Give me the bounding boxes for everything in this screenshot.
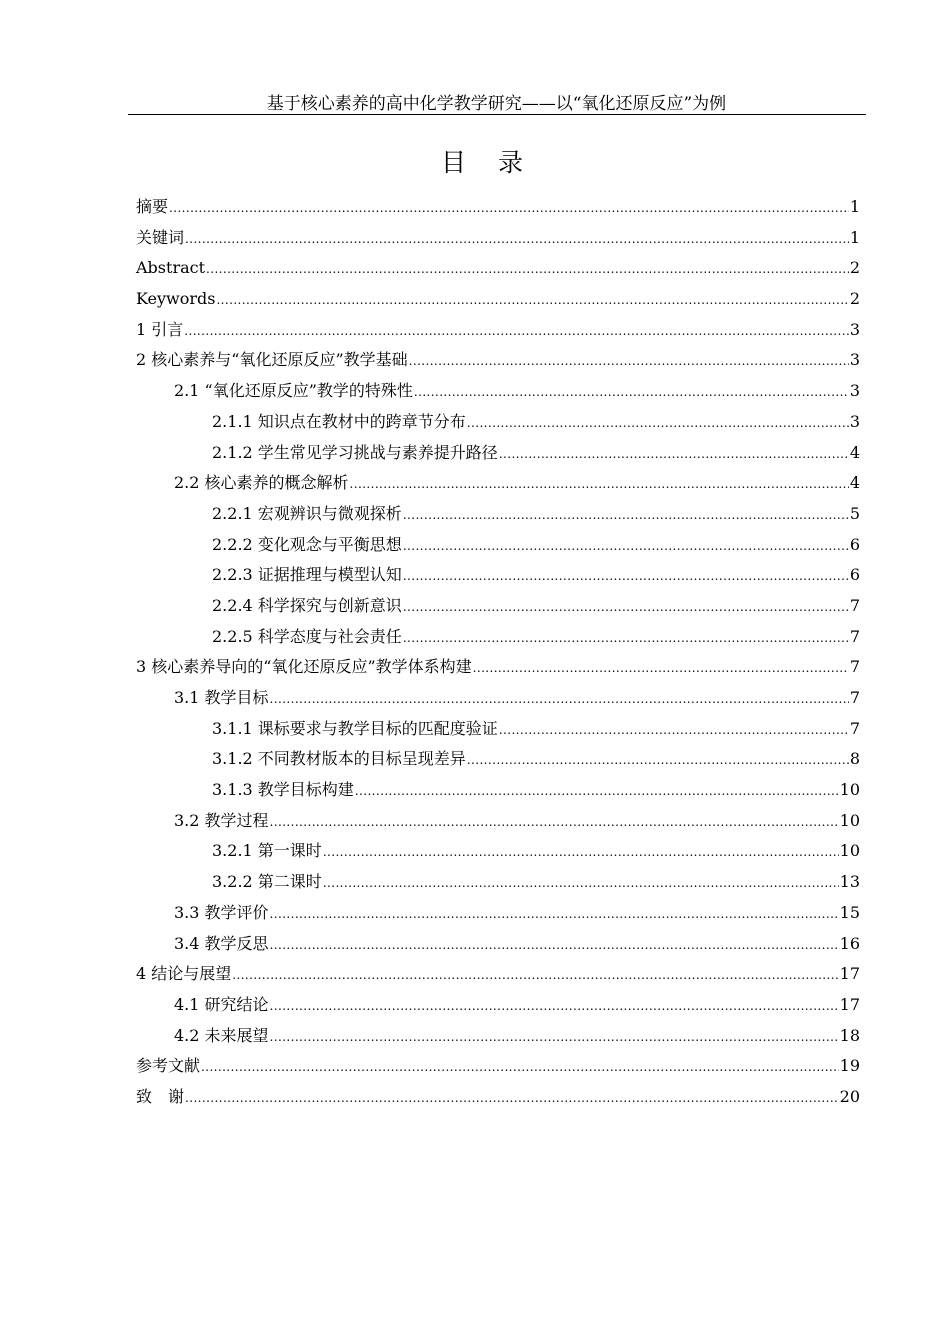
dot-leader <box>270 899 839 930</box>
toc-entry-title: 3 核心素养导向的“氧化还原反应”教学体系构建 <box>136 657 472 677</box>
toc-entry[interactable] <box>136 867 860 898</box>
toc-entry-page: 5 <box>849 503 860 523</box>
toc-entry[interactable] <box>136 407 860 438</box>
dot-leader <box>355 776 839 807</box>
toc-entry-page: 3 <box>849 319 860 339</box>
toc-title: 目录 <box>440 148 555 177</box>
dot-leader <box>350 469 849 500</box>
toc-entry[interactable] <box>136 345 860 376</box>
toc-entry[interactable] <box>136 530 860 561</box>
toc-entry-page: 17 <box>839 994 860 1014</box>
dot-leader <box>185 224 849 255</box>
toc-entry-title: 1 引言 <box>136 319 184 339</box>
toc-entry[interactable] <box>136 714 860 745</box>
toc-entry-title: 3.2 教学过程 <box>174 810 269 830</box>
dot-leader <box>409 346 849 377</box>
toc-entry-title: 3.4 教学反思 <box>174 933 269 953</box>
toc-entry-title: 参考文献 <box>136 1056 201 1076</box>
table-of-contents <box>136 192 860 1113</box>
toc-entry-title: 2.2.5 科学态度与社会责任 <box>212 626 402 646</box>
toc-entry-page: 18 <box>839 1025 860 1045</box>
toc-entry-title: 3.1.1 课标要求与教学目标的匹配度验证 <box>212 718 498 738</box>
toc-entry-title: 2.1 “氧化还原反应”教学的特殊性 <box>174 381 413 401</box>
toc-entry-title: 2.2.3 证据推理与模型认知 <box>212 565 402 585</box>
dot-leader <box>473 653 849 684</box>
toc-entry[interactable] <box>136 1021 860 1052</box>
toc-entry-page: 16 <box>839 933 860 953</box>
toc-entry[interactable] <box>136 376 860 407</box>
toc-entry-page: 4 <box>849 442 860 462</box>
dot-leader <box>169 193 849 224</box>
toc-entry-page: 20 <box>839 1086 860 1106</box>
toc-entry-title: 3.3 教学评价 <box>174 902 269 922</box>
toc-entry-title: 关键词 <box>136 227 185 247</box>
toc-entry[interactable] <box>136 959 860 990</box>
dot-leader <box>270 1022 839 1053</box>
toc-entry[interactable] <box>136 898 860 929</box>
toc-entry-title: 2.2.4 科学探究与创新意识 <box>212 595 402 615</box>
toc-entry[interactable] <box>136 468 860 499</box>
toc-entry-page: 1 <box>849 197 860 216</box>
toc-entry-page: 7 <box>849 688 860 707</box>
toc-entry[interactable] <box>136 253 860 284</box>
dot-leader <box>184 316 849 347</box>
dot-leader <box>467 745 849 776</box>
dot-leader <box>467 408 849 439</box>
dot-leader <box>403 531 849 562</box>
toc-entry-title: 3.1.3 教学目标构建 <box>212 780 354 800</box>
dot-leader <box>403 561 849 592</box>
dot-leader <box>403 500 849 531</box>
toc-entry-title: 致 谢 <box>136 1086 185 1106</box>
toc-entry-page: 7 <box>849 718 860 738</box>
toc-entry-title: 2.1.1 知识点在教材中的跨章节分布 <box>212 411 466 431</box>
dot-leader <box>185 1083 839 1114</box>
toc-entry-page: 2 <box>849 289 860 309</box>
dot-leader <box>206 254 849 285</box>
toc-entry-title: 3.1 教学目标 <box>174 688 269 707</box>
toc-entry[interactable] <box>136 683 860 714</box>
toc-entry[interactable] <box>136 836 860 867</box>
toc-entry-page: 10 <box>839 841 860 861</box>
dot-leader <box>323 868 839 899</box>
toc-entry-title: 2 核心素养与“氧化还原反应”教学基础 <box>136 350 408 370</box>
toc-entry-title: 4 结论与展望 <box>136 964 232 984</box>
toc-entry[interactable] <box>136 591 860 622</box>
toc-entry[interactable] <box>136 223 860 254</box>
toc-entry[interactable] <box>136 744 860 775</box>
toc-entry[interactable] <box>136 499 860 530</box>
toc-entry-title: 3.2.2 第二课时 <box>212 872 322 892</box>
toc-entry-title: 2.2 核心素养的概念解析 <box>174 473 349 493</box>
toc-entry[interactable] <box>136 929 860 960</box>
dot-leader <box>499 715 849 746</box>
toc-entry-page: 15 <box>839 902 860 922</box>
dot-leader <box>323 837 839 868</box>
toc-entry-page: 7 <box>849 657 860 677</box>
toc-entry-page: 17 <box>839 964 860 984</box>
toc-entry-page: 7 <box>849 626 860 646</box>
dot-leader <box>414 377 849 408</box>
dot-leader <box>270 991 839 1022</box>
toc-entry-page: 7 <box>849 595 860 615</box>
toc-entry-page: 6 <box>849 534 860 554</box>
dot-leader <box>403 623 849 654</box>
dot-leader <box>270 684 849 715</box>
toc-entry[interactable] <box>136 438 860 469</box>
toc-entry-page: 19 <box>839 1056 860 1076</box>
toc-entry-page: 10 <box>839 780 860 800</box>
dot-leader <box>201 1052 839 1083</box>
header-rule <box>128 114 866 115</box>
toc-entry-page: 10 <box>839 810 860 830</box>
toc-entry-page: 3 <box>849 381 860 401</box>
toc-entry-page: 1 <box>849 227 860 247</box>
dot-leader <box>270 930 839 961</box>
toc-entry[interactable] <box>136 315 860 346</box>
toc-entry[interactable] <box>136 1051 860 1082</box>
toc-entry-page: 2 <box>849 258 860 278</box>
toc-entry-title: 4.2 未来展望 <box>174 1025 269 1045</box>
toc-entry-title: 3.1.2 不同教材版本的目标呈现差异 <box>212 749 466 769</box>
toc-entry-page: 3 <box>849 411 860 431</box>
toc-entry-title: 摘要 <box>136 197 169 216</box>
toc-entry[interactable] <box>136 622 860 653</box>
toc-entry-title: 3.2.1 第一课时 <box>212 841 322 861</box>
toc-entry[interactable] <box>136 806 860 837</box>
toc-entry-title: Keywords <box>136 289 216 309</box>
toc-entry-title: 2.2.1 宏观辨识与微观探析 <box>212 503 402 523</box>
dot-leader <box>216 285 848 316</box>
toc-entry-page: 4 <box>849 473 860 493</box>
running-header: 基于核心素养的高中化学教学研究——以“氧化还原反应”为例 <box>266 94 727 114</box>
toc-entry-title: 2.2.2 变化观念与平衡思想 <box>212 534 402 554</box>
toc-entry-title: 4.1 研究结论 <box>174 994 269 1014</box>
toc-entry-page: 13 <box>839 872 860 892</box>
dot-leader <box>232 960 838 991</box>
toc-entry-page: 6 <box>849 565 860 585</box>
toc-entry[interactable] <box>136 192 860 223</box>
toc-entry-title: Abstract <box>136 258 206 278</box>
toc-entry[interactable] <box>136 284 860 315</box>
dot-leader <box>499 439 849 470</box>
dot-leader <box>403 592 849 623</box>
toc-entry[interactable] <box>136 652 860 683</box>
toc-entry-title: 2.1.2 学生常见学习挑战与素养提升路径 <box>212 442 498 462</box>
toc-entry[interactable] <box>136 775 860 806</box>
dot-leader <box>270 807 839 838</box>
toc-entry[interactable] <box>136 1082 860 1113</box>
toc-entry[interactable] <box>136 560 860 591</box>
toc-entry[interactable] <box>136 990 860 1021</box>
toc-entry-page: 8 <box>849 749 860 769</box>
toc-entry-page: 3 <box>849 350 860 370</box>
